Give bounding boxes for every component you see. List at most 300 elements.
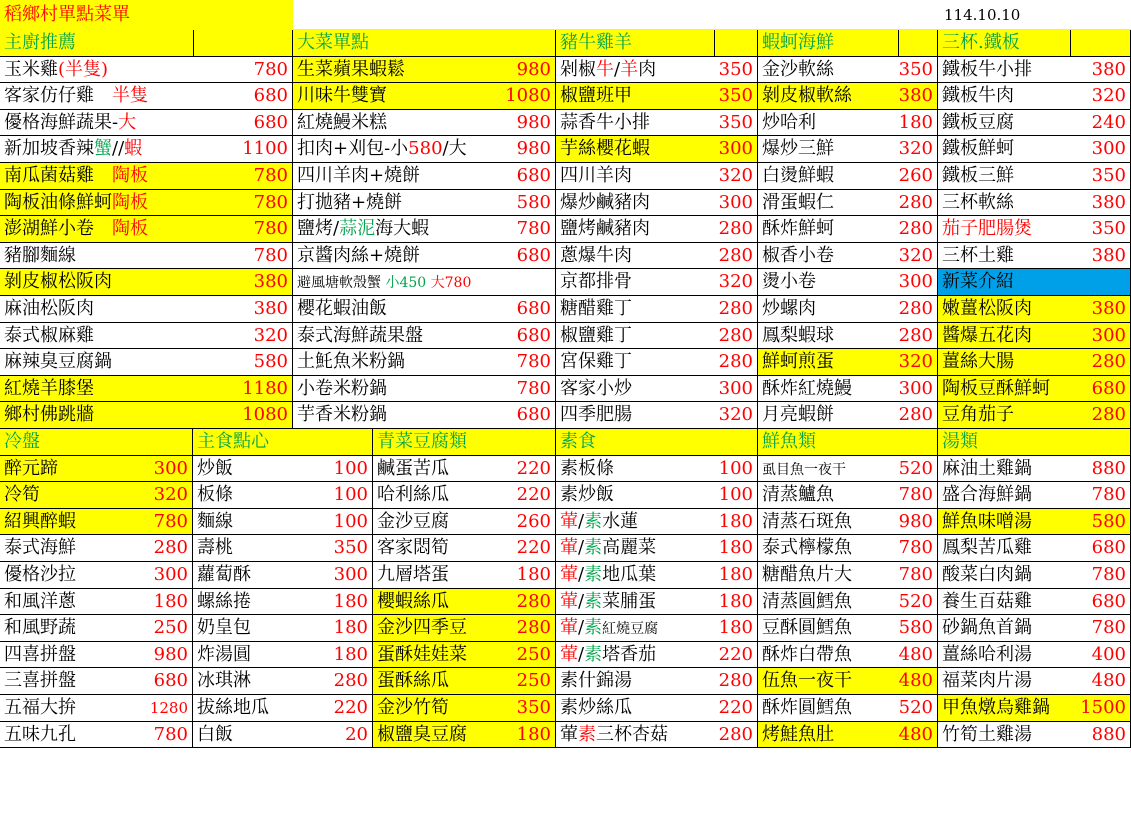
section-header-label: 蝦蚵海鮮 — [762, 32, 834, 53]
menu-item[interactable] — [938, 589, 1131, 616]
item-price: 680 — [516, 298, 551, 319]
item-name — [373, 562, 449, 589]
item-name — [938, 589, 1032, 616]
item-name-part: 海大蝦 — [375, 218, 430, 240]
menu-item[interactable] — [0, 562, 193, 589]
menu-item[interactable] — [758, 642, 938, 669]
item-name-part: 素炒飯 — [560, 484, 614, 506]
item-name-part: 鐵板三鮮 — [942, 165, 1014, 186]
menu-item[interactable] — [0, 349, 293, 376]
menu-item[interactable] — [193, 589, 373, 616]
menu-item[interactable] — [556, 668, 758, 695]
item-name — [938, 668, 1032, 695]
item-price: 380 — [1091, 298, 1126, 319]
section-header-label: 主廚推薦 — [4, 32, 76, 53]
menu-item[interactable] — [556, 136, 758, 163]
item-name-part: 避風塘軟殼蟹 — [297, 275, 386, 292]
item-name-part: 和風野蔬 — [4, 617, 76, 639]
item-name-part: 三杯軟絲 — [942, 191, 1014, 213]
menu-item[interactable] — [293, 163, 556, 190]
item-price: 480 — [898, 723, 933, 745]
menu-item[interactable] — [938, 110, 1131, 137]
item-price: 280 — [516, 617, 551, 639]
item-name-part: 新菜介紹 — [942, 271, 1014, 293]
menu-item[interactable] — [0, 83, 293, 110]
item-name — [758, 535, 852, 562]
item-name-part: 酸菜白肉鍋 — [942, 564, 1032, 585]
item-name — [373, 535, 449, 562]
menu-item[interactable] — [938, 456, 1131, 483]
menu-item[interactable] — [193, 482, 373, 509]
menu-item[interactable] — [938, 349, 1131, 376]
item-name-part: 剝皮椒軟絲 — [762, 85, 852, 107]
menu-item[interactable] — [758, 243, 938, 270]
menu-item[interactable] — [193, 535, 373, 562]
item-price: 520 — [898, 457, 933, 479]
item-price: 260 — [898, 165, 933, 186]
menu-item[interactable] — [758, 695, 938, 722]
menu-date: 114.10.10 — [944, 6, 1021, 24]
menu-item[interactable] — [293, 216, 556, 243]
item-name-part: 麻油土雞鍋 — [942, 457, 1032, 479]
menu-item[interactable] — [758, 136, 938, 163]
item-name-part: 泰式海鮮蔬果盤 — [297, 324, 423, 346]
item-price: 220 — [718, 697, 753, 718]
menu-item[interactable] — [293, 402, 556, 429]
item-name-part: // — [112, 138, 125, 160]
column-divider — [714, 30, 715, 56]
item-price: 320 — [153, 484, 188, 506]
menu-item[interactable] — [373, 456, 556, 483]
item-name — [938, 535, 1032, 562]
section-header[interactable] — [373, 429, 556, 456]
menu-item[interactable] — [758, 110, 938, 137]
item-price: 180 — [718, 617, 753, 639]
item-name — [556, 349, 632, 376]
menu-item[interactable] — [758, 615, 938, 642]
menu-item[interactable] — [0, 535, 193, 562]
item-price: 300 — [153, 564, 188, 585]
menu-item[interactable] — [556, 535, 758, 562]
item-name-part: 素 — [584, 643, 603, 665]
item-price: 300 — [718, 191, 753, 213]
menu-item[interactable] — [556, 83, 758, 110]
item-price: 320 — [718, 165, 753, 186]
menu-item[interactable] — [938, 269, 1131, 296]
item-price: 780 — [1091, 484, 1126, 506]
menu-item[interactable] — [556, 615, 758, 642]
menu-item[interactable] — [556, 349, 758, 376]
item-price: 350 — [333, 537, 368, 559]
item-name — [0, 269, 112, 296]
item-name-part: 清蒸圓鱈魚 — [762, 590, 852, 612]
menu-item[interactable] — [0, 722, 193, 749]
menu-item[interactable] — [758, 535, 938, 562]
item-name — [938, 163, 1014, 190]
menu-item[interactable] — [556, 269, 758, 296]
menu-item[interactable] — [373, 668, 556, 695]
menu-item[interactable] — [556, 243, 758, 270]
menu-item[interactable] — [193, 562, 373, 589]
menu-item[interactable] — [938, 615, 1131, 642]
item-name-part: 酥炸白帶魚 — [762, 643, 852, 665]
item-name — [373, 456, 449, 483]
menu-item[interactable] — [556, 722, 758, 749]
menu-item[interactable] — [0, 482, 193, 509]
item-name — [193, 535, 233, 562]
menu-item[interactable] — [938, 163, 1131, 190]
menu-item[interactable] — [758, 323, 938, 350]
menu-item[interactable] — [758, 722, 938, 749]
menu-item[interactable] — [938, 57, 1131, 84]
menu-item[interactable] — [193, 509, 373, 536]
menu-item[interactable] — [373, 695, 556, 722]
item-name-part: 優格海鮮蔬果- — [4, 111, 119, 133]
item-name-part: 蛋酥娃娃菜 — [377, 643, 467, 665]
item-price: 350 — [898, 58, 933, 80]
item-price: 320 — [898, 244, 933, 266]
menu-item[interactable] — [193, 615, 373, 642]
menu-item[interactable] — [938, 642, 1131, 669]
item-name-part: 蒜泥 — [339, 218, 376, 240]
menu-item[interactable] — [758, 482, 938, 509]
menu-item[interactable] — [938, 323, 1131, 350]
item-name — [938, 562, 1032, 589]
item-name — [193, 615, 251, 642]
menu-item[interactable] — [293, 136, 556, 163]
menu-item[interactable] — [0, 57, 293, 84]
item-name-part: 板條 — [197, 484, 233, 506]
menu-item[interactable] — [758, 668, 938, 695]
item-name — [193, 589, 251, 616]
menu-item[interactable] — [373, 482, 556, 509]
menu-item[interactable] — [556, 589, 758, 616]
section-header[interactable] — [193, 429, 373, 456]
item-name — [0, 243, 76, 270]
item-name-part: 鹽烤鹹豬肉 — [560, 218, 650, 240]
menu-item[interactable] — [0, 376, 293, 403]
menu-item[interactable] — [556, 323, 758, 350]
menu-item[interactable] — [938, 402, 1131, 429]
menu-item[interactable] — [0, 110, 293, 137]
menu-item[interactable] — [556, 296, 758, 323]
item-name-part: 清蒸鱸魚 — [762, 484, 834, 506]
menu-item[interactable] — [758, 163, 938, 190]
menu-item[interactable] — [556, 163, 758, 190]
menu-item[interactable] — [938, 722, 1131, 749]
item-name — [556, 402, 632, 429]
menu-item[interactable] — [758, 190, 938, 217]
menu-item[interactable] — [293, 269, 556, 296]
item-name-part: 素 — [584, 590, 603, 612]
item-price: 680 — [516, 404, 551, 426]
item-name — [293, 269, 471, 296]
menu-item[interactable] — [293, 296, 556, 323]
item-price: 220 — [718, 643, 753, 665]
item-price: 400 — [1091, 643, 1126, 665]
menu-item[interactable] — [0, 163, 293, 190]
menu-item[interactable] — [193, 456, 373, 483]
item-name — [293, 376, 387, 403]
menu-item[interactable] — [938, 695, 1131, 722]
menu-item[interactable] — [293, 110, 556, 137]
menu-item[interactable] — [193, 642, 373, 669]
menu-item[interactable] — [758, 57, 938, 84]
section-header[interactable] — [758, 429, 938, 456]
menu-item[interactable] — [373, 589, 556, 616]
menu-item[interactable] — [938, 376, 1131, 403]
menu-item[interactable] — [373, 615, 556, 642]
item-name-part: 大 — [118, 111, 137, 133]
item-price: 680 — [516, 244, 551, 266]
item-name — [758, 216, 834, 243]
section-header[interactable] — [293, 30, 556, 57]
item-name — [373, 695, 449, 722]
menu-item[interactable] — [938, 562, 1131, 589]
menu-item[interactable] — [938, 509, 1131, 536]
menu-item[interactable] — [556, 642, 758, 669]
item-name-part: 五味九孔 — [4, 723, 76, 745]
item-price: 480 — [1091, 670, 1126, 692]
item-name-part: 炒哈利 — [762, 111, 816, 133]
item-price: 980 — [516, 111, 551, 133]
menu-item[interactable] — [0, 668, 193, 695]
item-name-part: 酥炸鮮蚵 — [762, 218, 834, 240]
item-price: 680 — [1091, 590, 1126, 612]
item-name-part: 豆酥圓鱈魚 — [762, 617, 852, 639]
menu-item[interactable] — [0, 216, 293, 243]
item-price: 380 — [898, 85, 933, 107]
item-name-part: 泰式椒麻雞 — [4, 324, 94, 346]
item-name-part: 素 — [584, 617, 603, 639]
item-name-part: 新加坡香辣 — [4, 138, 94, 160]
menu-item[interactable] — [938, 216, 1131, 243]
menu-item[interactable] — [758, 83, 938, 110]
menu-item[interactable] — [0, 243, 293, 270]
column-divider — [1070, 30, 1071, 56]
item-price: 780 — [253, 58, 288, 80]
section-header[interactable] — [938, 30, 1131, 57]
menu-item[interactable] — [758, 562, 938, 589]
menu-item[interactable] — [373, 722, 556, 749]
item-name-part: 南瓜菌菇雞 — [4, 165, 112, 186]
item-price: 100 — [718, 457, 753, 479]
menu-item[interactable] — [758, 456, 938, 483]
item-name-part: 螺絲捲 — [197, 590, 251, 612]
item-price: 280 — [718, 351, 753, 373]
item-name — [0, 349, 112, 376]
section-header-label: 豬牛雞羊 — [560, 32, 632, 53]
section-header[interactable] — [938, 429, 1131, 456]
item-price: 300 — [333, 564, 368, 585]
item-name-part: 泰式海鮮 — [4, 537, 76, 559]
menu-item[interactable] — [373, 535, 556, 562]
section-header[interactable] — [758, 30, 938, 57]
menu-item[interactable] — [938, 190, 1131, 217]
menu-item[interactable] — [758, 402, 938, 429]
item-name — [0, 456, 58, 483]
item-price: 780 — [153, 510, 188, 532]
item-name — [373, 615, 467, 642]
item-name — [293, 83, 387, 110]
item-name-part: 高麗菜 — [602, 537, 657, 559]
item-price: 1180 — [242, 377, 288, 399]
menu-item[interactable] — [556, 110, 758, 137]
item-name-part: 薑絲大腸 — [942, 351, 1014, 373]
item-price: 100 — [718, 484, 753, 506]
menu-item[interactable] — [293, 190, 556, 217]
menu-item[interactable] — [758, 589, 938, 616]
item-price: 680 — [1091, 377, 1126, 399]
item-name-part: 客家仿仔雞 — [4, 85, 112, 107]
item-name — [373, 642, 467, 669]
menu-item[interactable] — [193, 668, 373, 695]
item-price: 980 — [516, 138, 551, 160]
item-price: 300 — [898, 271, 933, 293]
menu-item[interactable] — [0, 136, 293, 163]
item-name-part: 月亮蝦餅 — [762, 404, 834, 426]
menu-item[interactable] — [193, 695, 373, 722]
menu-item[interactable] — [556, 216, 758, 243]
menu-item[interactable] — [293, 349, 556, 376]
menu-item[interactable] — [556, 562, 758, 589]
menu-item[interactable] — [556, 190, 758, 217]
item-price: 780 — [153, 723, 188, 745]
menu-item[interactable] — [758, 509, 938, 536]
menu-item[interactable] — [373, 642, 556, 669]
item-price: 280 — [1091, 351, 1126, 373]
menu-item[interactable] — [0, 509, 193, 536]
item-price: 480 — [898, 670, 933, 692]
menu-item[interactable] — [0, 296, 293, 323]
menu-item[interactable] — [758, 269, 938, 296]
item-name — [938, 57, 1032, 84]
menu-item[interactable] — [0, 589, 193, 616]
menu-item[interactable] — [556, 57, 758, 84]
item-name-part: 三杯杏菇 — [596, 723, 668, 745]
item-name-part: 素 — [584, 564, 603, 585]
item-name — [758, 509, 852, 536]
menu-item[interactable] — [193, 722, 373, 749]
item-name — [293, 216, 429, 243]
title-cell[interactable] — [0, 0, 293, 30]
menu-item[interactable] — [556, 402, 758, 429]
menu-item[interactable] — [938, 296, 1131, 323]
menu-item[interactable] — [0, 190, 293, 217]
menu-item[interactable] — [758, 296, 938, 323]
item-name — [193, 562, 251, 589]
item-price: 350 — [1091, 165, 1126, 186]
item-price: 350 — [718, 111, 753, 133]
menu-item[interactable] — [373, 562, 556, 589]
menu-item[interactable] — [556, 482, 758, 509]
section-header[interactable] — [556, 30, 758, 57]
item-price: 580 — [1091, 510, 1126, 532]
item-name — [193, 482, 233, 509]
item-name — [556, 642, 656, 669]
item-name-part: 炸湯圓 — [197, 643, 251, 665]
item-name-part: 小450 — [385, 275, 427, 292]
item-price: 380 — [253, 298, 288, 319]
item-price: 220 — [516, 457, 551, 479]
section-header[interactable] — [0, 429, 193, 456]
menu-item[interactable] — [556, 695, 758, 722]
item-name-part: 拔絲地瓜 — [197, 697, 269, 718]
menu-item[interactable] — [0, 615, 193, 642]
item-price: 520 — [898, 697, 933, 718]
item-name — [758, 190, 834, 217]
item-name-part: 麵線 — [197, 510, 233, 532]
menu-item[interactable] — [293, 243, 556, 270]
menu-item[interactable] — [938, 668, 1131, 695]
item-price: 1280 — [149, 699, 188, 717]
menu-item[interactable] — [758, 349, 938, 376]
menu-item[interactable] — [293, 376, 556, 403]
item-price: 780 — [253, 244, 288, 266]
menu-item[interactable] — [0, 642, 193, 669]
menu-item[interactable] — [938, 482, 1131, 509]
item-name — [758, 642, 852, 669]
item-name-part: 鐵板豆腐 — [942, 111, 1014, 133]
item-price: 300 — [718, 138, 753, 160]
item-name — [758, 57, 834, 84]
item-name-part: / — [578, 564, 585, 585]
item-name-part: 素炒絲瓜 — [560, 697, 632, 718]
item-price: 780 — [253, 218, 288, 240]
menu-item[interactable] — [938, 243, 1131, 270]
menu-item[interactable] — [0, 402, 293, 429]
item-name — [556, 456, 614, 483]
menu-item[interactable] — [938, 83, 1131, 110]
menu-item[interactable] — [0, 456, 193, 483]
menu-item[interactable] — [556, 456, 758, 483]
item-name-part: 蘿蔔酥 — [197, 564, 251, 585]
item-price: 280 — [718, 298, 753, 319]
menu-item[interactable] — [0, 323, 293, 350]
menu-item[interactable] — [373, 509, 556, 536]
menu-item[interactable] — [556, 376, 758, 403]
item-price: 180 — [333, 643, 368, 665]
item-price: 280 — [333, 670, 368, 692]
menu-item[interactable] — [0, 269, 293, 296]
item-name-part: 冰琪淋 — [197, 670, 251, 692]
item-name — [758, 562, 852, 589]
item-name-part: 葷 — [560, 564, 578, 585]
menu-item[interactable] — [293, 83, 556, 110]
menu-item[interactable] — [293, 57, 556, 84]
column-divider — [193, 30, 194, 56]
menu-item[interactable] — [556, 509, 758, 536]
item-name — [556, 695, 632, 722]
item-name — [0, 482, 40, 509]
item-name-part: 虱目魚一夜干 — [762, 461, 846, 478]
menu-item[interactable] — [293, 323, 556, 350]
section-header[interactable] — [556, 429, 758, 456]
item-name-part: 葷 — [560, 617, 578, 639]
item-price: 280 — [898, 218, 933, 240]
item-price: 180 — [718, 564, 753, 585]
menu-item[interactable] — [938, 136, 1131, 163]
section-header[interactable] — [0, 30, 293, 57]
menu-item[interactable] — [938, 535, 1131, 562]
item-name-part: 薑絲哈利湯 — [942, 643, 1032, 665]
item-name-part: 鹹蛋苦瓜 — [377, 457, 449, 479]
menu-item[interactable] — [758, 376, 938, 403]
menu-item[interactable] — [758, 216, 938, 243]
item-name-part: 椒香小卷 — [762, 244, 834, 266]
menu-item[interactable] — [0, 695, 193, 722]
item-name — [0, 589, 76, 616]
